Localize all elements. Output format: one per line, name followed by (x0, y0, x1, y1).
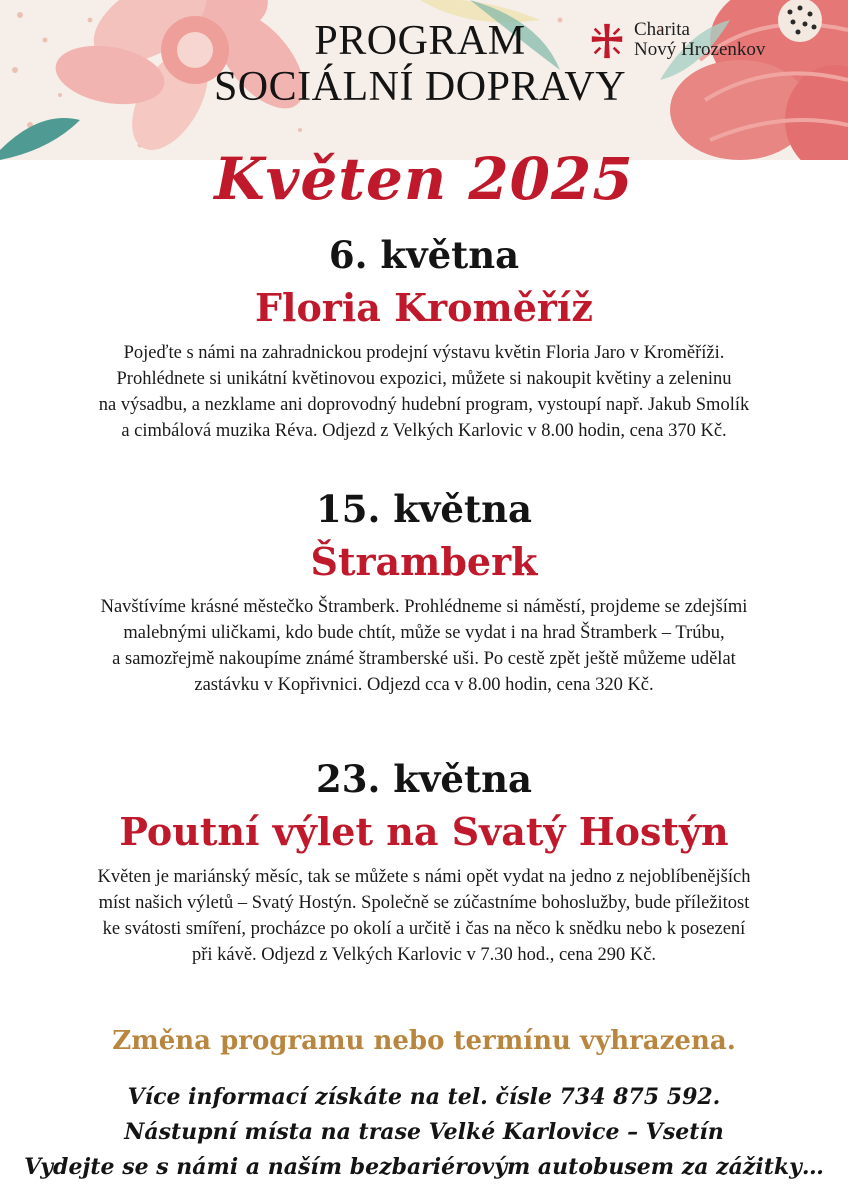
event-description (24, 594, 824, 698)
charita-logo-text (634, 20, 765, 60)
event-date: 15. května (316, 487, 532, 531)
footer-phone-line: Více informací získáte na tel. čísle 734 875 592. (127, 1084, 721, 1110)
description-line: Prohlédnete si unikátní květinovou expozici, můžete si nakoupit květiny a zeleninu (116, 369, 732, 389)
event-3 (0, 756, 848, 968)
description-line: a cimbálová muzika Réva. Odjezd z Velkých Karlovic v 8.00 hodin, cena 370 Kč. (121, 421, 727, 441)
event-date: 6. května (328, 233, 520, 277)
event-date: 23. května (316, 757, 532, 801)
charita-cross-icon (588, 22, 626, 60)
charita-logo (588, 20, 828, 70)
description-line: při kávě. Odjezd z Velkých Karlovic v 7.30 hod., cena 290 Kč. (191, 945, 657, 965)
description-line: míst našich výletů – Svatý Hostýn. Společně se zúčastníme bohoslužby, bude příležitost (98, 893, 750, 913)
event-description (24, 340, 824, 444)
description-line: Navštívíme krásné městečko Štramberk. Prohlédneme si náměstí, projdeme se zdejšími (100, 597, 748, 617)
description-line: Květen je mariánský měsíc, tak se můžete s námi opět vydat na jedno z nejoblíbenějších (97, 867, 751, 887)
title-line-1: PROGRAM (314, 18, 526, 64)
description-line: Pojeďte s námi na zahradnickou prodejní výstavu květin Floria Jaro v Kroměříži. (123, 343, 725, 363)
event-2 (0, 486, 848, 698)
event-place: Floria Kroměříž (255, 285, 593, 330)
description-line: a samozřejmě nakoupíme známé štramberské uši. Po cestě zpět ještě můžeme udělat (112, 649, 736, 669)
description-line: ke svátosti smíření, procházce po okolí a určitě i čas na něco k snědku nebo k posezení (102, 919, 746, 939)
change-notice: Změna programu nebo termínu vyhrazena. (112, 1026, 736, 1056)
description-line: na výsadbu, a nezklame ani doprovodný hudební program, vystoupí např. Jakub Smolík (98, 395, 750, 415)
description-line: malebnými uličkami, kdo bude chtít, může se vydat i na hrad Štramberk – Trúbu, (123, 623, 725, 643)
footer-info (0, 1080, 848, 1185)
description-line: zastávku v Kopřivnici. Odjezd cca v 8.00 hodin, cena 320 Kč. (194, 675, 654, 695)
event-description (24, 864, 824, 968)
month-heading: Květen 2025 (214, 145, 634, 213)
event-place: Poutní výlet na Svatý Hostýn (119, 809, 729, 854)
logo-line-1: Charita (634, 19, 690, 40)
event-place: Štramberk (310, 539, 538, 584)
footer-route-line: Nástupní místa na trase Velké Karlovice – Vsetín (124, 1119, 724, 1145)
title-line-2: SOCIÁLNÍ DOPRAVY (213, 64, 627, 110)
logo-line-2: Nový Hrozenkov (634, 39, 766, 60)
footer-slogan-line: Vydejte se s námi a naším bezbariérovým autobusem za zážitky… (24, 1154, 824, 1180)
event-1 (0, 232, 848, 444)
